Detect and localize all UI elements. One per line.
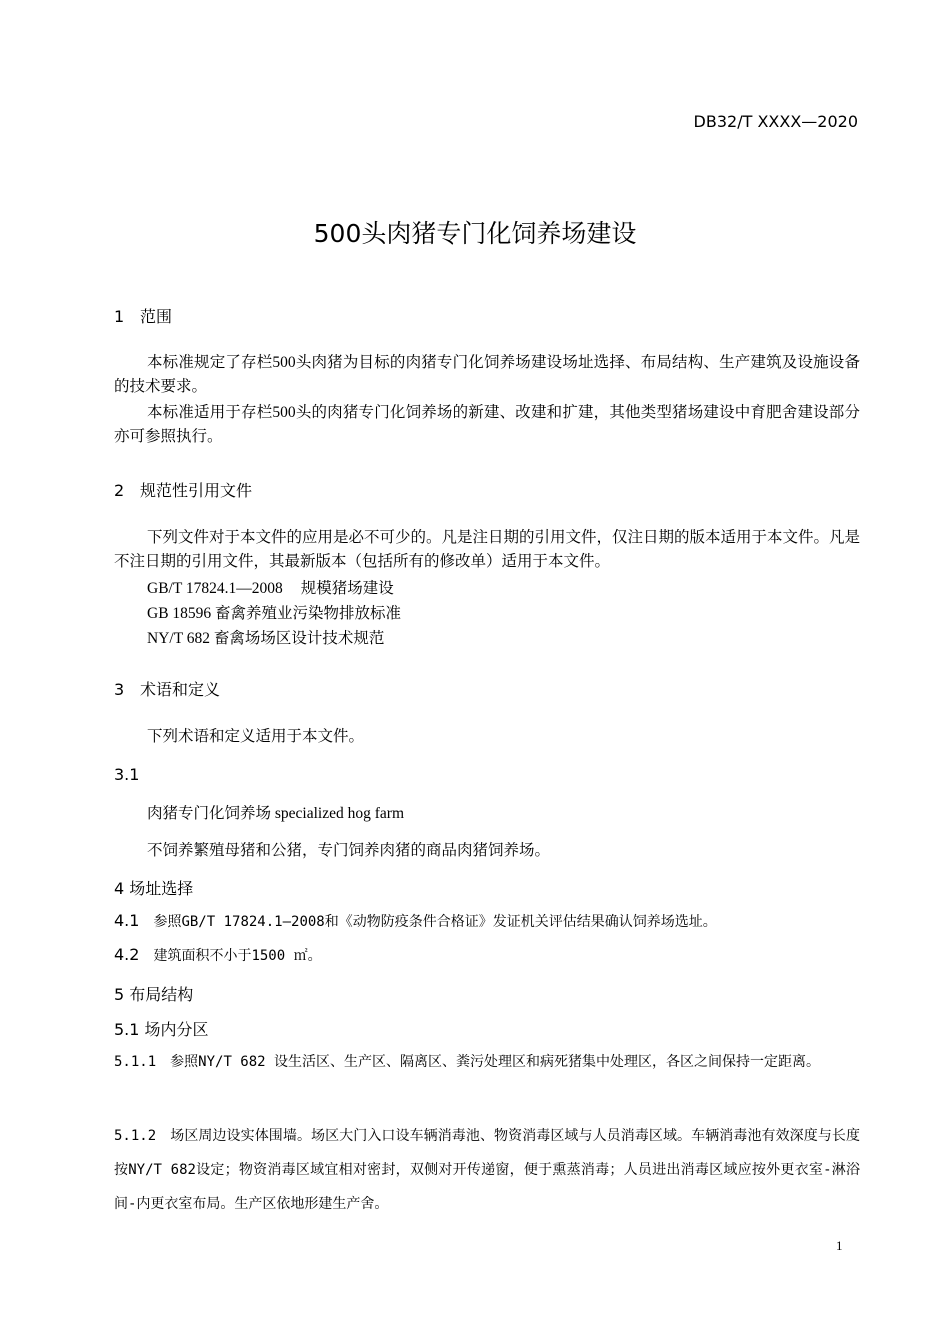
clause-5-1-2 <box>114 1119 860 1221</box>
section-title: 范围 <box>140 307 173 326</box>
clause-number: 4.1 <box>114 911 140 930</box>
section-title: 场址选择 <box>129 879 194 898</box>
term-chinese: 肉猪专门化饲养场 <box>147 804 272 822</box>
section-number: 1 <box>114 307 125 326</box>
document-title: 500头肉猪专门化饲养场建设 <box>313 219 637 248</box>
reference-item <box>147 601 401 623</box>
standard-code: DB32/T XXXX—2020 <box>693 112 858 131</box>
section-2-paragraph-1: 下列文件对于本文件的应用是必不可少的。凡是注日期的引用文件，仅注日期的版本适用于本文件。凡是不注日期的引用文件，其最新版本（包括所有的修改单）适用于本文件。 <box>114 529 861 570</box>
section-title: 规范性引用文件 <box>140 481 253 500</box>
reference-name: 畜禽养殖业污染物排放标准 <box>215 605 402 622</box>
section-1-paragraph-2: 本标准适用于存栏500头的肉猪专门化饲养场的新建、改建和扩建，其他类型猪场建设中育肥舍建设部分亦可参照执行。 <box>114 404 860 445</box>
reference-item <box>147 576 394 598</box>
section-number: 5 <box>114 985 125 1004</box>
clause-number: 5.1.2 <box>114 1128 157 1144</box>
section-5-heading <box>114 982 193 1005</box>
section-number: 4 <box>114 879 125 898</box>
section-number: 2 <box>114 481 125 500</box>
section-title: 术语和定义 <box>140 680 221 699</box>
reference-code: GB 18596 <box>147 605 212 622</box>
term-english: specialized hog farm <box>274 805 404 822</box>
section-number: 3 <box>114 680 125 699</box>
term-number: 3.1 <box>114 765 140 784</box>
clause-number: 5.1.1 <box>114 1054 157 1070</box>
section-title: 布局结构 <box>129 985 194 1004</box>
clause-text: 场区周边设实体围墙。场区大门入口设车辆消毒池、物资消毒区域与人员消毒区域。车辆消毒池有效深度与长度按NY/T 682设定；物资消毒区域宜相对密封，双侧对开传递窗，便于熏蒸消毒；人员进出消毒区域应按外更衣室-淋浴间-内更衣室布局。生产区依地形建生产舍。 <box>114 1128 860 1212</box>
section-1-heading <box>114 304 172 327</box>
subsection-5-1-heading <box>114 1017 209 1040</box>
clause-4-2 <box>114 945 322 965</box>
clause-text: 参照NY/T 682 设生活区、生产区、隔离区、粪污处理区和病死猪集中处理区，各区之间保持一定距离。 <box>170 1054 821 1070</box>
clause-text: 参照GB/T 17824.1—2008和《动物防疫条件合格证》发证机关评估结果确认饲养场选址。 <box>153 914 717 930</box>
term-heading <box>147 801 404 823</box>
term-definition: 不饲养繁殖母猪和公猪，专门饲养肉猪的商品肉猪饲养场。 <box>147 842 551 859</box>
clause-5-1-1 <box>114 1045 860 1079</box>
reference-item <box>147 626 384 648</box>
clause-number: 4.2 <box>114 945 140 964</box>
clause-text: 建筑面积不小于1500 ㎡。 <box>153 948 322 964</box>
clause-4-1 <box>114 911 717 931</box>
reference-code: GB/T 17824.1—2008 <box>147 580 283 597</box>
subsection-number: 5.1 <box>114 1020 140 1039</box>
subsection-title: 场内分区 <box>144 1020 209 1039</box>
reference-name: 畜禽场场区设计技术规范 <box>213 630 385 647</box>
reference-code: NY/T 682 <box>147 630 211 647</box>
section-4-heading <box>114 876 193 899</box>
reference-name: 规模猪场建设 <box>300 580 394 597</box>
page-number: 1 <box>836 1238 843 1253</box>
section-3-heading <box>114 677 220 700</box>
section-3-paragraph-1: 下列术语和定义适用于本文件。 <box>147 728 365 745</box>
section-1-paragraph-1: 本标准规定了存栏500头肉猪为目标的肉猪专门化饲养场建设场址选择、布局结构、生产建筑及设施设备的技术要求。 <box>114 354 860 395</box>
section-2-heading <box>114 478 252 501</box>
